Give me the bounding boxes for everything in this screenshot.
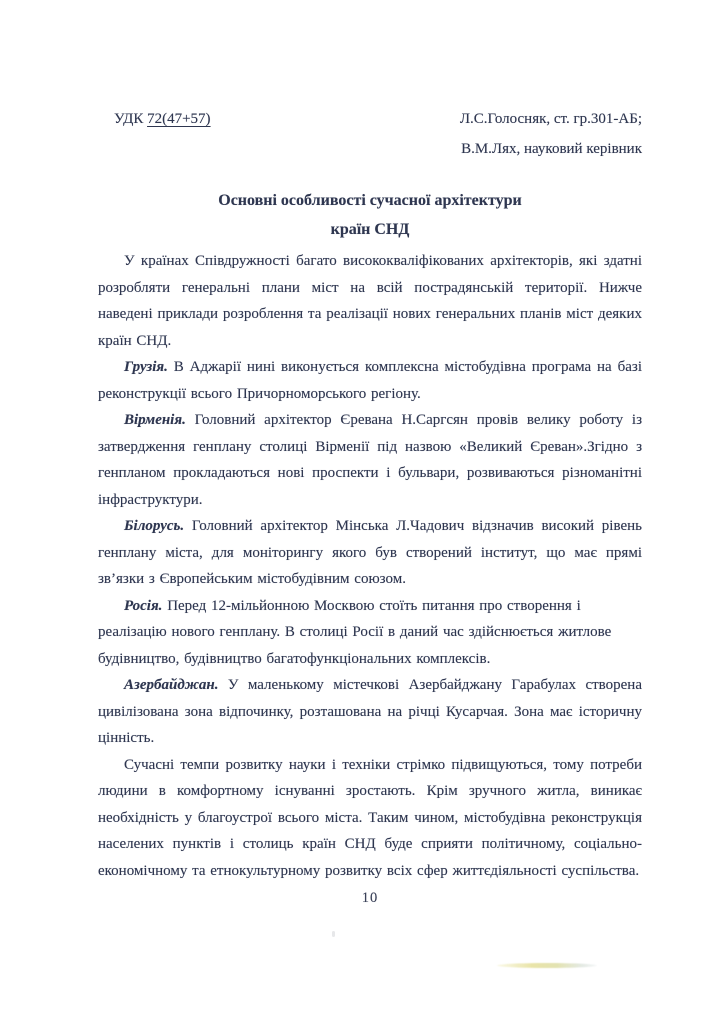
paragraph-belarus-text: Головний архітектор Мінська Л.Чадович відзначив високий рівень генплану міста, для моніторингу якого був створений інститут, що має прямі зв’язки з Європейським містобудівним союзом. xyxy=(98,518,642,587)
authors-block xyxy=(460,104,642,164)
title-line-1: Основні особливості сучасної архітектури xyxy=(218,192,522,209)
author-line-supervisor: В.М.Лях, науковий керівник xyxy=(461,141,642,157)
paragraph-armenia xyxy=(98,407,642,513)
document-title xyxy=(98,186,642,244)
country-lead-azerbaijan: Азербайджан. xyxy=(124,677,219,693)
paragraph-azerbaijan xyxy=(98,672,642,752)
udc-label: УДК xyxy=(114,111,144,127)
udc-code: 72(47+57) xyxy=(147,111,211,127)
paragraph-russia-text: Перед 12-мільйонною Москвою стоїть питання про створення і реалізацію нового генплану. В столиці Росії в даний час здійснюється житлове будівництво, будівництво багатофункціональних комплексів. xyxy=(98,597,612,667)
paragraph-armenia-text: Головний архітектор Єревана Н.Саргсян провів велику роботу із затвердження генплану столиці Вірменії під назвою «Великий Єреван».Згідно з генпланом прокладаються нові проспекти і бульвари, розвиваються різноманітні інфраструктури. xyxy=(98,412,642,508)
country-lead-armenia: Вірменія. xyxy=(124,412,186,428)
title-line-2: країн СНД xyxy=(330,221,410,238)
country-lead-georgia: Грузія. xyxy=(124,359,168,375)
author-line-student: Л.С.Голосняк, ст. гр.301-АБ; xyxy=(459,111,642,127)
paragraph-conclusion xyxy=(98,752,642,885)
paragraph-conclusion-text: Сучасні темпи розвитку науки і техніки стрімко підвищуються, тому потреби людини в комфортному існуванні зростають. Крім зручного житла, виникає необхідність у благоустрої всього міста. Таким чином, містобудівна реконструкція населених пунктів і столиць країн СНД буде сприяти політичному, соціально-економічному та етнокультурному розвитку всіх сфер життєдіяльності суспільства. xyxy=(98,756,642,879)
paragraph-belarus xyxy=(98,513,642,593)
paragraph-georgia xyxy=(98,354,642,407)
country-lead-belarus: Білорусь. xyxy=(124,518,185,534)
paragraph-azerbaijan-text: У маленькому містечкові Азербайджану Гарабулах створена цивілізована зона відпочинку, розташована на річці Кусарчая. Зона має історичну цінність. xyxy=(98,677,642,746)
document-header xyxy=(98,104,642,164)
paragraph-georgia-text: В Аджарії нині виконується комплексна містобудівна програма на базі реконструкції всього Причорноморського регіону. xyxy=(98,359,642,402)
udc-line xyxy=(114,104,211,134)
page-number: 10 xyxy=(361,890,379,906)
document-body xyxy=(98,248,642,884)
paragraph-intro xyxy=(98,248,642,354)
paragraph-intro-text: У країнах Співдружності багато висококваліфікованих архітекторів, які здатні розробляти генеральні плани міст на всій пострадянській території. Нижче наведені приклади розроблення та реалізації нових генеральних планів міст деяких країн СНД. xyxy=(98,253,642,349)
country-lead-russia: Росія. xyxy=(124,597,163,614)
scan-artifact-streak xyxy=(497,963,597,968)
scan-artifact-speck xyxy=(332,931,335,937)
paragraph-russia xyxy=(98,593,642,673)
